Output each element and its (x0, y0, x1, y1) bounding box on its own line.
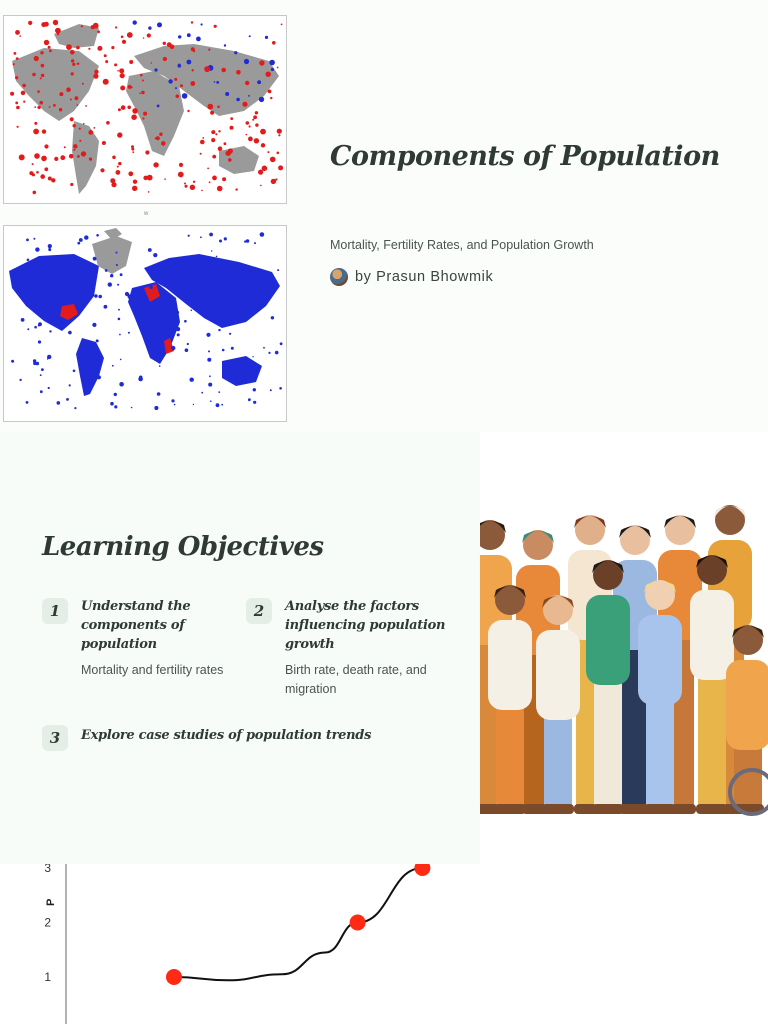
y-axis-label: P (45, 898, 57, 906)
y-tick-label: 1 (44, 970, 51, 984)
diverse-people-illustration (480, 432, 768, 864)
world-map-red-blue (3, 15, 287, 204)
world-map-blue (3, 225, 287, 422)
y-tick-label: 2 (44, 915, 51, 930)
author-line (330, 268, 493, 286)
data-point (350, 915, 366, 931)
presentation-subtitle: Mortality, Fertility Rates, and Population Growth (330, 238, 594, 252)
objective-number: 2 (246, 598, 272, 624)
objective-heading: Understand the components of population (81, 599, 191, 652)
objective-number: 1 (42, 598, 68, 624)
objective-3 (42, 725, 462, 755)
objective-description: Mortality and fertility rates (81, 663, 224, 677)
objective-heading: Analyse the factors influencing population growth (285, 599, 446, 652)
section-title: Learning Objectives (42, 532, 324, 562)
population-growth-chart (0, 864, 768, 1024)
objective-number: 3 (42, 725, 68, 751)
learning-objectives-slide (0, 432, 768, 864)
y-tick-label: 3 (44, 864, 51, 875)
data-point (166, 969, 182, 985)
presentation-title: Components of Population (330, 141, 720, 172)
objective-2 (246, 598, 471, 708)
objective-1 (42, 598, 232, 708)
growth-curve (174, 864, 455, 980)
author-name: by Prasun Bhowmik (355, 269, 494, 285)
separator-mark: w (144, 211, 149, 217)
objective-description: Birth rate, death rate, and migration (285, 663, 427, 696)
avatar (330, 268, 348, 286)
title-slide (0, 0, 768, 432)
data-point (414, 864, 430, 876)
objective-heading: Explore case studies of population trends (81, 728, 372, 743)
